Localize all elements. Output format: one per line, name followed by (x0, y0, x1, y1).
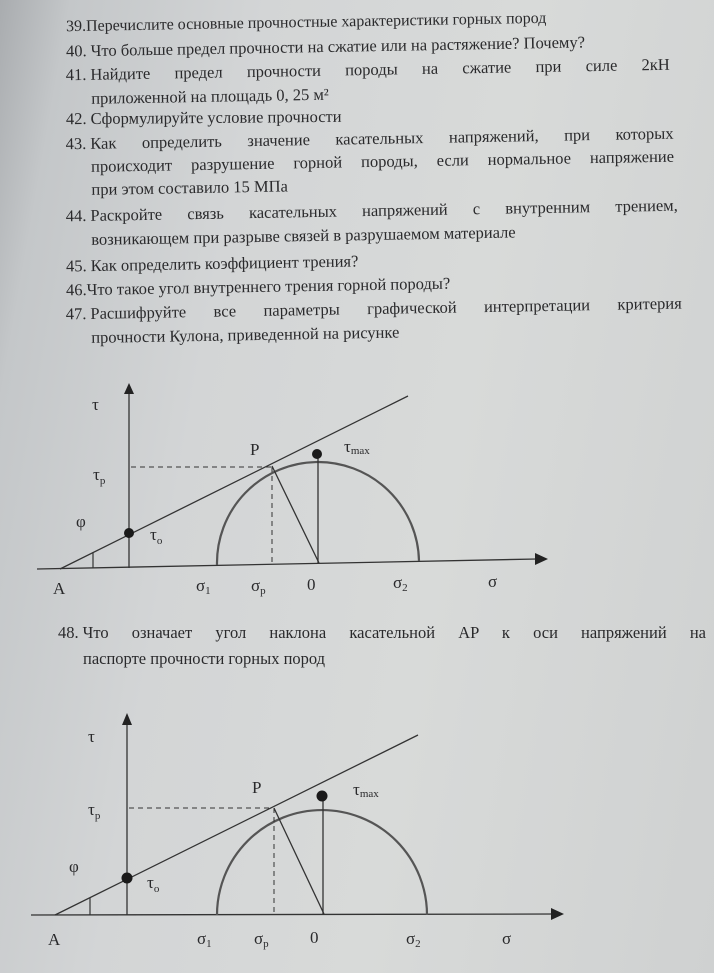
question-text: Сформулируйте условие прочности (90, 106, 342, 128)
phi-label: φ (76, 512, 86, 531)
point-A-label: A (53, 579, 66, 598)
point-A-label: A (48, 930, 61, 949)
question-number: 45. (65, 256, 87, 276)
coulomb-figure-2 (31, 713, 564, 950)
question-text: Что означает угол наклона касательной AP к оси напряжений на (82, 623, 706, 642)
question-text: Расшифруйте все параметры графической интерпретации критерия (90, 293, 682, 323)
question-text: Как определить коэффициент трения? (90, 251, 359, 276)
question-text: Что больше предел прочности на сжатие или на растяжение? Почему? (90, 32, 586, 61)
tau-p-label: $\tau_p$ (93, 465, 106, 487)
question-text-cont: приложенной на площадь 0, 25 м² (91, 84, 329, 108)
sigma1-label: σ1 (197, 929, 212, 950)
question-number: 40. (65, 41, 87, 61)
envelope-line-AP (60, 396, 408, 569)
phi-label: φ (69, 857, 79, 876)
sigma-axis-label: σ (502, 929, 512, 948)
sigma-axis (31, 914, 555, 915)
question-text: Раскройте связь касательных напряжений с внутренним трением, (90, 195, 678, 225)
mohr-semicircle (217, 810, 427, 915)
question-number: 42. (65, 109, 87, 129)
question-text-cont: при этом составило 15 МПа (91, 176, 289, 199)
tau-axis-arrow-icon (124, 383, 134, 394)
sigma-p-label: σp (251, 576, 266, 597)
tau-label: τ (92, 395, 99, 414)
tau-max-point (317, 791, 328, 802)
question-number: 47. (65, 304, 87, 324)
point-P-label: P (252, 778, 262, 797)
sigma2-label: σ2 (406, 929, 421, 950)
tau-label: τ (88, 727, 95, 746)
tau-o-label: $\tau_o$ (147, 873, 160, 895)
tau-max-label: τmax (353, 780, 379, 800)
question-text-cont: прочности Кулона, приведенной на рисунке (91, 322, 400, 347)
tau-axis-arrow-icon (122, 713, 132, 725)
sigma-axis-arrow-icon (535, 553, 548, 565)
question-text: Как определить значение касательных напряжений, при которых (90, 123, 674, 153)
question-text-cont: происходит разрушение горной породы, если нормальное напряжение (90, 146, 675, 176)
question-text-cont: возникающем при разрыве связей в разрушаемом материале (91, 222, 516, 249)
zero-label: 0 (307, 575, 316, 594)
question-number: 44. (65, 205, 87, 226)
tau-max-label: τmax (344, 437, 370, 457)
sigma2-label: σ2 (393, 573, 408, 594)
tau-o-label: $\tau_o$ (150, 525, 163, 547)
question-number: 43. (65, 133, 87, 154)
tau-max-point (312, 449, 322, 459)
sigma-axis (37, 559, 537, 569)
coulomb-figure-1 (37, 383, 548, 598)
sigma-axis-label: σ (488, 572, 498, 591)
tau-o-point (124, 528, 134, 538)
question-text: Найдите предел прочности породы на сжатие при силе 2кН (90, 54, 670, 84)
envelope-line-AP (55, 735, 418, 915)
sigma-axis-arrow-icon (551, 908, 564, 920)
zero-label: 0 (310, 928, 319, 947)
question-text: Что такое угол внутреннего трения горной породы? (86, 273, 451, 299)
point-P-label: P (250, 440, 260, 459)
question-number: 41. (65, 64, 87, 85)
question-text-cont: паспорте прочности горных пород (83, 649, 326, 668)
question-number: 39. (65, 17, 87, 36)
tau-p-label: $\tau_p$ (88, 800, 101, 822)
tau-o-point (122, 873, 133, 884)
sigma1-label: σ1 (196, 576, 211, 597)
question-number: 48. (58, 623, 79, 642)
sigma-p-label: σp (254, 929, 269, 950)
question-number: 46. (65, 279, 87, 300)
question-text: Перечислите основные прочностные характеристики горных пород (85, 9, 547, 35)
